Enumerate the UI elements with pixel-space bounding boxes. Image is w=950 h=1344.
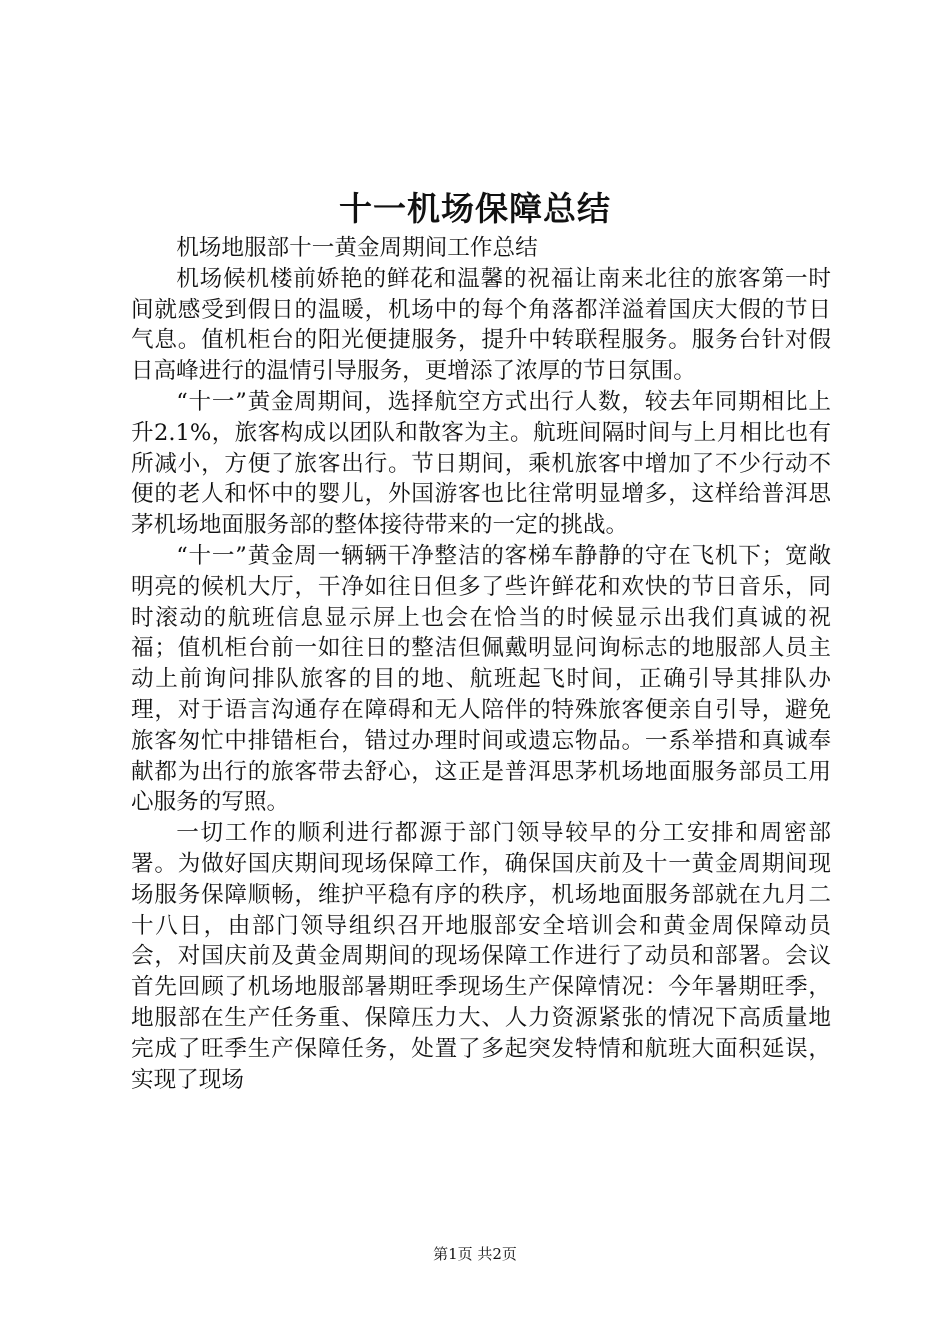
page-number-footer: 第1页 共2页 (433, 1245, 517, 1263)
paragraph: 一切工作的顺利进行都源于部门领导较早的分工安排和周密部署。为做好国庆期间现场保障工作，确保国庆前及十一黄金周期间现场服务保障顺畅，维护平稳有序的秩序，机场地面服务部就在九月二十八日，由部门领导组织召开地服部安全培训会和黄金周保障动员会，对国庆前及黄金周期间的现场保障工作进行了动员和部署。会议首先回顾了机场地服部暑期旺季现场生产保障情况：今年暑期旺季，地服部在生产任务重、保障压力大、人力资源紧张的情况下高质量地完成了旺季生产保障任务，处置了多起突发特情和航班大面积延误，实现了现场 (131, 820, 831, 1093)
paragraph: 机场候机楼前娇艳的鲜花和温馨的祝福让南来北往的旅客第一时间就感受到假日的温暖，机场中的每个角落都洋溢着国庆大假的节日气息。值机柜台的阳光便捷服务，提升中转联程服务。服务台针对假日高峰进行的温情引导服务，更增添了浓厚的节日氛围。 (131, 265, 831, 385)
document-subtitle: 机场地服部十一黄金周期间工作总结 (176, 235, 538, 261)
paragraph: “十一”黄金周一辆辆干净整洁的客梯车静静的守在飞机下；宽敞明亮的候机大厅，干净如往日但多了些许鲜花和欢快的节日音乐，同时滚动的航班信息显示屏上也会在恰当的时候显示出我们真诚的祝福；值机柜台前一如往日的整洁但佩戴明显问询标志的地服部人员主动上前询问排队旅客的目的地、航班起飞时间，正确引导其排队办理，对于语言沟通存在障碍和无人陪伴的特殊旅客便亲自引导，避免旅客匆忙中排错柜台，错过办理时间或遗忘物品。一系举措和真诚奉献都为出行的旅客带去舒心，这正是普洱思茅机场地面服务部员工用心服务的写照。 (131, 542, 831, 816)
document-body (131, 233, 831, 1095)
paragraph: “十一”黄金周期间，选择航空方式出行人数，较去年同期相比上升2.1%，旅客构成以团队和散客为主。航班间隔时间与上月相比也有所减小，方便了旅客出行。节日期间，乘机旅客中增加了不少行动不便的老人和怀中的婴儿，外国游客也比往常明显增多，这样给普洱思茅机场地面服务部的整体接待带来的一定的挑战。 (131, 388, 831, 539)
document-title: 十一机场保障总结 (339, 189, 611, 228)
